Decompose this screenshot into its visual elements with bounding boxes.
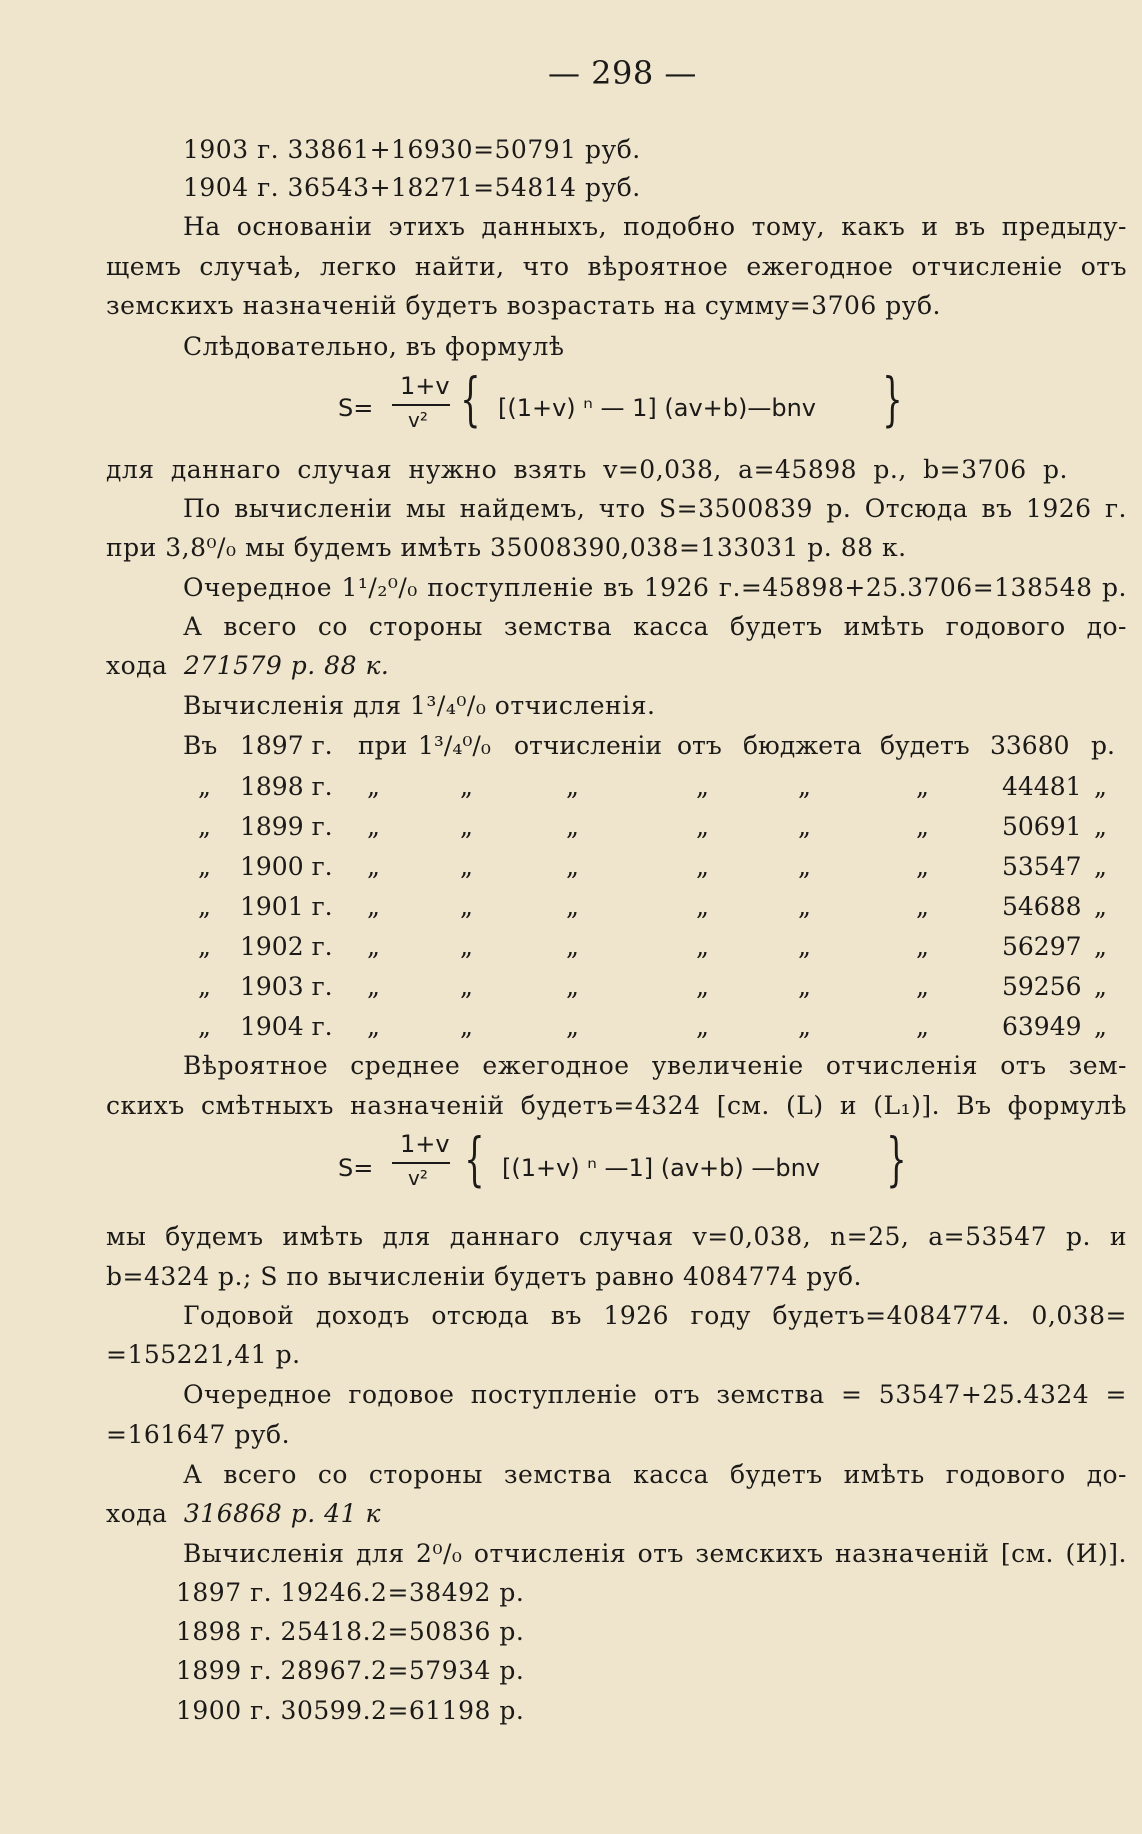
table-cell-value: 54688: [1002, 892, 1082, 921]
ditto-mark: „: [367, 1012, 380, 1041]
handwritten-amount: 316868 р. 41 к: [183, 1499, 381, 1528]
left-brace: {: [464, 1125, 485, 1193]
text-line: 1900 г. 30599.2=61198 р.: [176, 1696, 525, 1725]
paragraph-line: Очередное 1¹/₂⁰/₀ поступленiе въ 1926 г.=45898+25.3706=138548 р.: [183, 573, 1127, 602]
formula-lhs: S=: [338, 1154, 374, 1182]
paragraph-line: Очередное годовое поступленiе отъ земства = 53547+25.4324 =: [183, 1380, 1127, 1409]
ditto-mark: „: [798, 972, 811, 1001]
text-line: 1899 г. 28967.2=57934 р.: [176, 1656, 525, 1685]
ditto-mark: „: [198, 852, 211, 881]
paragraph-line: земскихъ назначенiй будетъ возрастать на сумму=3706 руб.: [106, 291, 941, 320]
formula-body: [(1+v) ⁿ —1] (av+b) —bnv: [502, 1154, 821, 1182]
ditto-mark: „: [696, 812, 709, 841]
table-cell-value: 50691: [1002, 812, 1082, 841]
ditto-mark: „: [566, 932, 579, 961]
ditto-mark: „: [198, 932, 211, 961]
ditto-mark: „: [916, 1012, 929, 1041]
paragraph-line: На основанiи этихъ данныхъ, подобно тому, какъ и въ предыду-: [183, 212, 1127, 241]
paragraph-line: скихъ смѣтныхъ назначенiй будетъ=4324 [см. (L) и (L₁)]. Въ формулѣ: [106, 1091, 1127, 1120]
ditto-mark: „: [367, 932, 380, 961]
paragraph-line: =155221,41 р.: [106, 1340, 301, 1369]
formula-numerator: 1+v: [400, 372, 450, 400]
ditto-mark: „: [198, 1012, 211, 1041]
ditto-mark: „: [1094, 852, 1107, 881]
ditto-mark: „: [566, 892, 579, 921]
ditto-mark: „: [798, 932, 811, 961]
ditto-mark: „: [198, 772, 211, 801]
ditto-mark: „: [798, 1012, 811, 1041]
right-brace: }: [886, 1125, 907, 1193]
ditto-mark: „: [566, 812, 579, 841]
paragraph-line: А всего со стороны земства касса будетъ имѣть годового до-: [183, 612, 1127, 641]
table-cell: бюджета: [743, 731, 862, 760]
ditto-mark: „: [460, 932, 473, 961]
table-cell-year: 1899 г.: [240, 812, 333, 841]
table-cell-year: 1901 г.: [240, 892, 333, 921]
paragraph-text: хода: [106, 1499, 168, 1528]
ditto-mark: „: [566, 772, 579, 801]
ditto-mark: „: [696, 892, 709, 921]
ditto-mark: „: [460, 852, 473, 881]
paragraph-line: А всего со стороны земства касса будетъ имѣть годового до-: [183, 1460, 1127, 1489]
paragraph-line: Вычисленiя для 1³/₄⁰/₀ отчисленiя.: [183, 691, 656, 720]
ditto-mark: „: [460, 812, 473, 841]
ditto-mark: „: [1094, 892, 1107, 921]
paragraph-line: Вычисленiя для 2⁰/₀ отчисленiя отъ земскихъ назначенiй [см. (И)].: [183, 1539, 1127, 1568]
paragraph-line: при 3,8⁰/₀ мы будемъ имѣть 35008390,038=133031 р. 88 к.: [106, 533, 907, 562]
paragraph-line: =161647 руб.: [106, 1420, 291, 1449]
ditto-mark: „: [916, 932, 929, 961]
ditto-mark: „: [566, 972, 579, 1001]
paragraph-line: Слѣдовательно, въ формулѣ: [183, 332, 565, 361]
paragraph-line: для даннаго случая нужно взять v=0,038, a=45898 р., b=3706 р.: [106, 455, 1068, 484]
ditto-mark: „: [367, 812, 380, 841]
ditto-mark: „: [460, 772, 473, 801]
table-cell-year: 1903 г.: [240, 972, 333, 1001]
left-brace: {: [460, 365, 481, 433]
ditto-mark: „: [1094, 972, 1107, 1001]
ditto-mark: „: [798, 892, 811, 921]
text-line: 1903 г. 33861+16930=50791 руб.: [183, 135, 641, 164]
ditto-mark: „: [916, 812, 929, 841]
ditto-mark: „: [916, 892, 929, 921]
table-cell: будетъ: [880, 731, 970, 760]
text-line: 1904 г. 36543+18271=54814 руб.: [183, 173, 641, 202]
ditto-mark: „: [798, 812, 811, 841]
table-cell-value: 56297: [1002, 932, 1082, 961]
paragraph-line: b=4324 р.; S по вычисленiи будетъ равно 4084774 руб.: [106, 1262, 862, 1291]
ditto-mark: „: [696, 852, 709, 881]
ditto-mark: „: [367, 772, 380, 801]
ditto-mark: „: [566, 1012, 579, 1041]
paragraph-line: Годовой доходъ отсюда въ 1926 году будетъ=4084774. 0,038=: [183, 1301, 1127, 1330]
formula-2: [330, 1125, 910, 1212]
ditto-mark: „: [1094, 1012, 1107, 1041]
ditto-mark: „: [1094, 772, 1107, 801]
ditto-mark: „: [798, 772, 811, 801]
table-cell-value: 59256: [1002, 972, 1082, 1001]
ditto-mark: „: [367, 852, 380, 881]
ditto-mark: „: [1094, 812, 1107, 841]
paragraph-line: [106, 651, 389, 681]
ditto-mark: „: [367, 972, 380, 1001]
table-cell-value: 63949: [1002, 1012, 1082, 1041]
ditto-mark: „: [198, 892, 211, 921]
table-cell: 1897 г.: [240, 731, 333, 760]
ditto-mark: „: [916, 852, 929, 881]
table-cell: отчисленiи: [514, 731, 663, 760]
paragraph-line: [106, 1499, 381, 1529]
ditto-mark: „: [198, 972, 211, 1001]
handwritten-amount: 271579 р. 88 к.: [183, 651, 390, 680]
formula-denominator: v²: [408, 1166, 428, 1190]
paragraph-line: мы будемъ имѣть для даннаго случая v=0,038, n=25, a=53547 р. и: [106, 1222, 1127, 1251]
ditto-mark: „: [696, 972, 709, 1001]
text-line: 1897 г. 19246.2=38492 р.: [176, 1578, 525, 1607]
formula-body: [(1+v) ⁿ — 1] (av+b)—bnv: [498, 394, 817, 422]
fraction-bar: [392, 1162, 450, 1164]
page-number: — 298 —: [548, 54, 697, 92]
ditto-mark: „: [798, 852, 811, 881]
ditto-mark: „: [460, 892, 473, 921]
paragraph-line: Вѣроятное среднее ежегодное увеличенiе отчисленiя отъ зем-: [183, 1051, 1127, 1080]
formula-denominator: v²: [408, 408, 428, 432]
table-cell-year: 1902 г.: [240, 932, 333, 961]
paragraph-line: щемъ случаѣ, легко найти, что вѣроятное ежегодное отчисленiе отъ: [106, 252, 1127, 281]
ditto-mark: „: [696, 1012, 709, 1041]
right-brace: }: [882, 365, 903, 433]
ditto-mark: „: [696, 932, 709, 961]
table-cell: р.: [1091, 731, 1115, 760]
table-cell-value: 44481: [1002, 772, 1082, 801]
ditto-mark: „: [566, 852, 579, 881]
ditto-mark: „: [367, 892, 380, 921]
paragraph-text: хода: [106, 651, 168, 680]
ditto-mark: „: [460, 1012, 473, 1041]
table-cell-year: 1898 г.: [240, 772, 333, 801]
paragraph-line: По вычисленiи мы найдемъ, что S=3500839 р. Отсюда въ 1926 г.: [183, 494, 1127, 523]
formula-numerator: 1+v: [400, 1130, 450, 1158]
formula-lhs: S=: [338, 394, 374, 422]
text-line: 1898 г. 25418.2=50836 р.: [176, 1617, 525, 1646]
table-cell-value: 53547: [1002, 852, 1082, 881]
fraction-bar: [392, 404, 450, 406]
ditto-mark: „: [1094, 932, 1107, 961]
ditto-mark: „: [198, 812, 211, 841]
table-cell: 33680: [990, 731, 1070, 760]
table-cell: отъ: [677, 731, 722, 760]
table-cell: Въ: [183, 731, 218, 760]
ditto-mark: „: [916, 772, 929, 801]
table-cell-year: 1904 г.: [240, 1012, 333, 1041]
table-cell: при: [358, 731, 408, 760]
ditto-mark: „: [460, 972, 473, 1001]
table-cell: 1³/₄⁰/₀: [418, 731, 491, 760]
formula-1: [330, 365, 910, 452]
ditto-mark: „: [916, 972, 929, 1001]
ditto-mark: „: [696, 772, 709, 801]
table-cell-year: 1900 г.: [240, 852, 333, 881]
